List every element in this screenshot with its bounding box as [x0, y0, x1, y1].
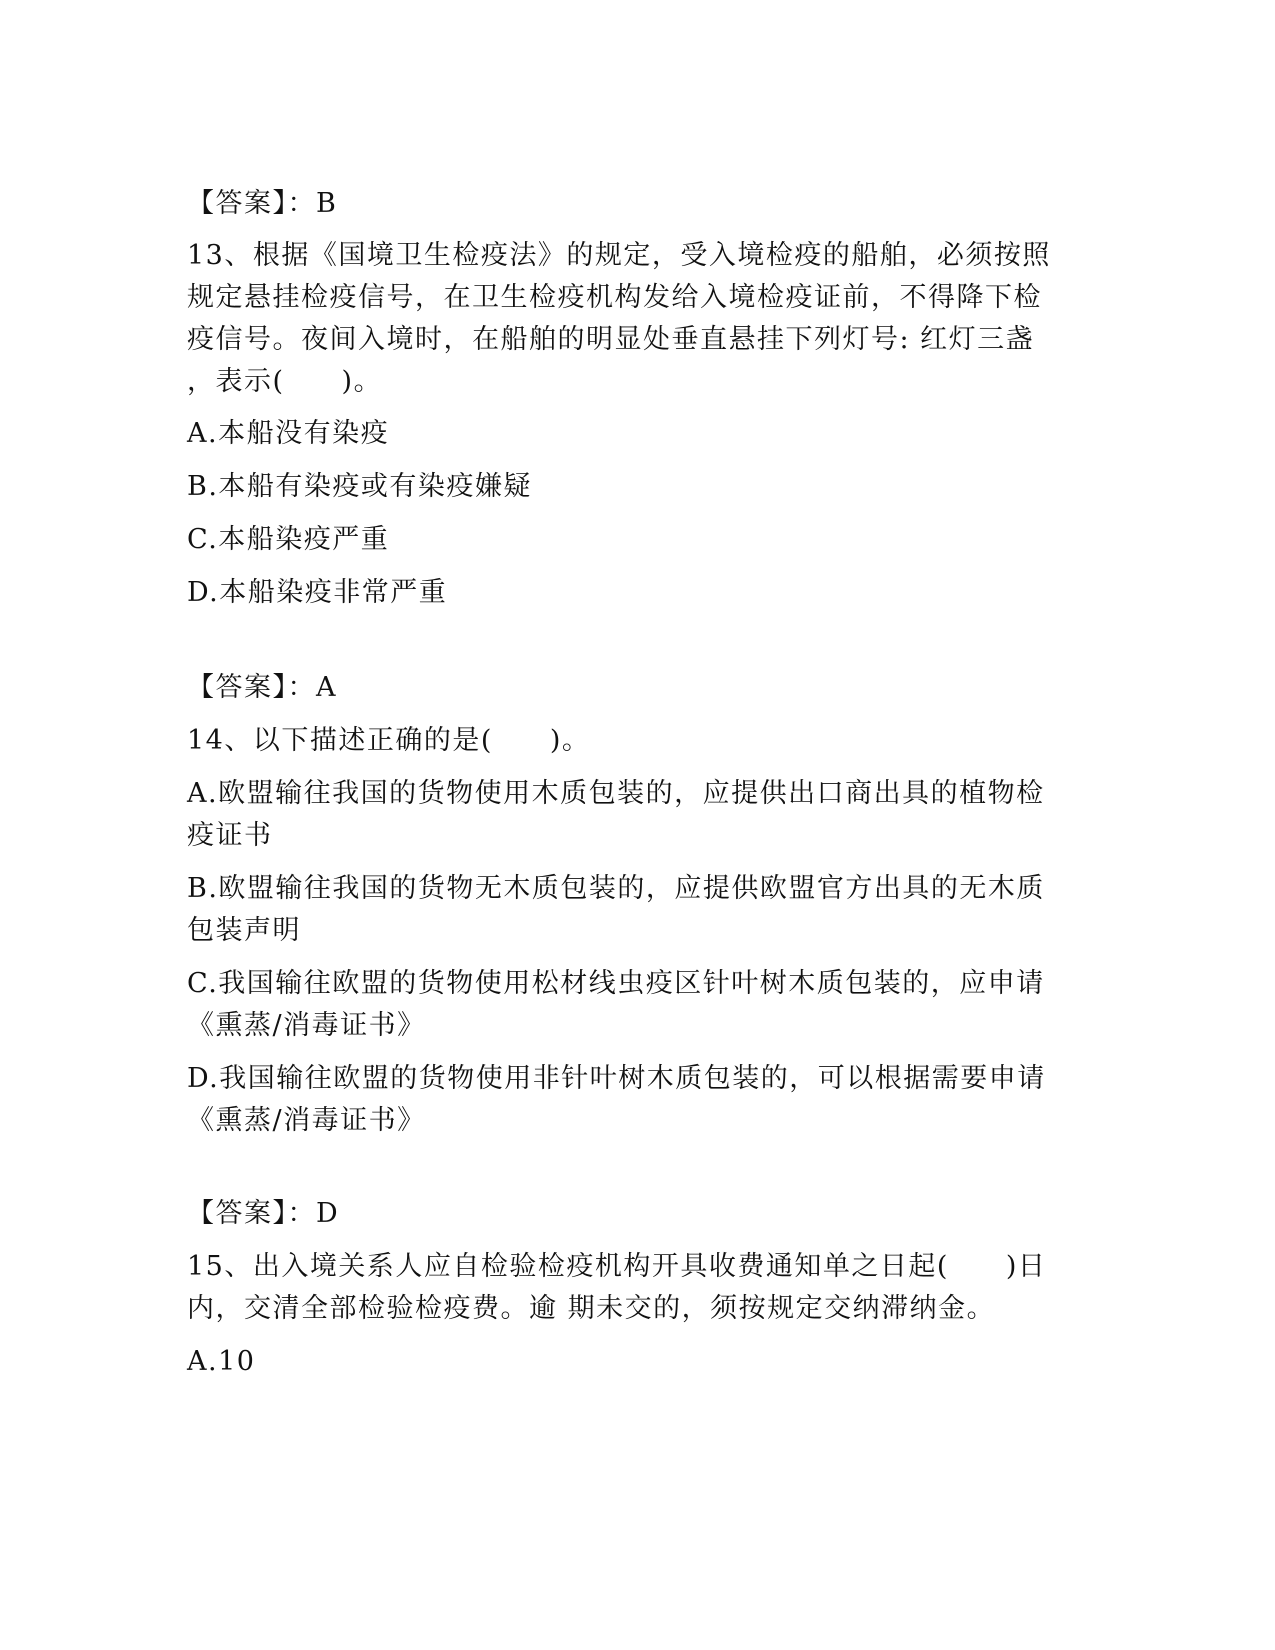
option-line: 包装声明 — [187, 915, 301, 946]
option-line: 《熏蒸/消毒证书》 — [187, 1105, 426, 1136]
option-line: B.欧盟输往我国的货物无木质包装的，应提供欧盟官方出具的无木质 — [187, 873, 1045, 904]
option-line: A.10 — [187, 1346, 256, 1377]
option-line: D.我国输往欧盟的货物使用非针叶树木质包装的，可以根据需要申请 — [187, 1063, 1046, 1094]
option-line: C.本船染疫严重 — [187, 524, 390, 555]
answer-line: 【答案】：D — [187, 1198, 340, 1229]
question-line: 内，交清全部检验检疫费。逾 期未交的，须按规定交纳滞纳金。 — [187, 1293, 996, 1324]
answer-line: 【答案】：B — [187, 188, 338, 219]
question-line: 15、出入境关系人应自检验检疫机构开具收费通知单之日起( )日 — [187, 1251, 1047, 1282]
option-line: A.本船没有染疫 — [187, 418, 390, 449]
option-line: B.本船有染疫或有染疫嫌疑 — [187, 471, 532, 502]
option-line: 《熏蒸/消毒证书》 — [187, 1010, 426, 1041]
option-line: D.本船染疫非常严重 — [187, 577, 448, 608]
option-line: C.我国输往欧盟的货物使用松材线虫疫区针叶树木质包装的，应申请 — [187, 968, 1045, 999]
option-line: A.欧盟输往我国的货物使用木质包装的，应提供出口商出具的植物检 — [187, 778, 1045, 809]
answer-line: 【答案】：A — [187, 672, 337, 703]
question-line: 13、根据《国境卫生检疫法》的规定，受入境检疫的船舶，必须按照 — [187, 240, 1051, 271]
question-line: 规定悬挂检疫信号，在卫生检疫机构发给入境检疫证前，不得降下检 — [187, 282, 1042, 313]
question-line: 疫信号。夜间入境时，在船舶的明显处垂直悬挂下列灯号: 红灯三盏 — [187, 324, 1035, 355]
question-line: 14、以下描述正确的是( )。 — [187, 725, 591, 756]
question-line: ，表示( )。 — [187, 366, 383, 397]
option-line: 疫证书 — [187, 820, 273, 851]
